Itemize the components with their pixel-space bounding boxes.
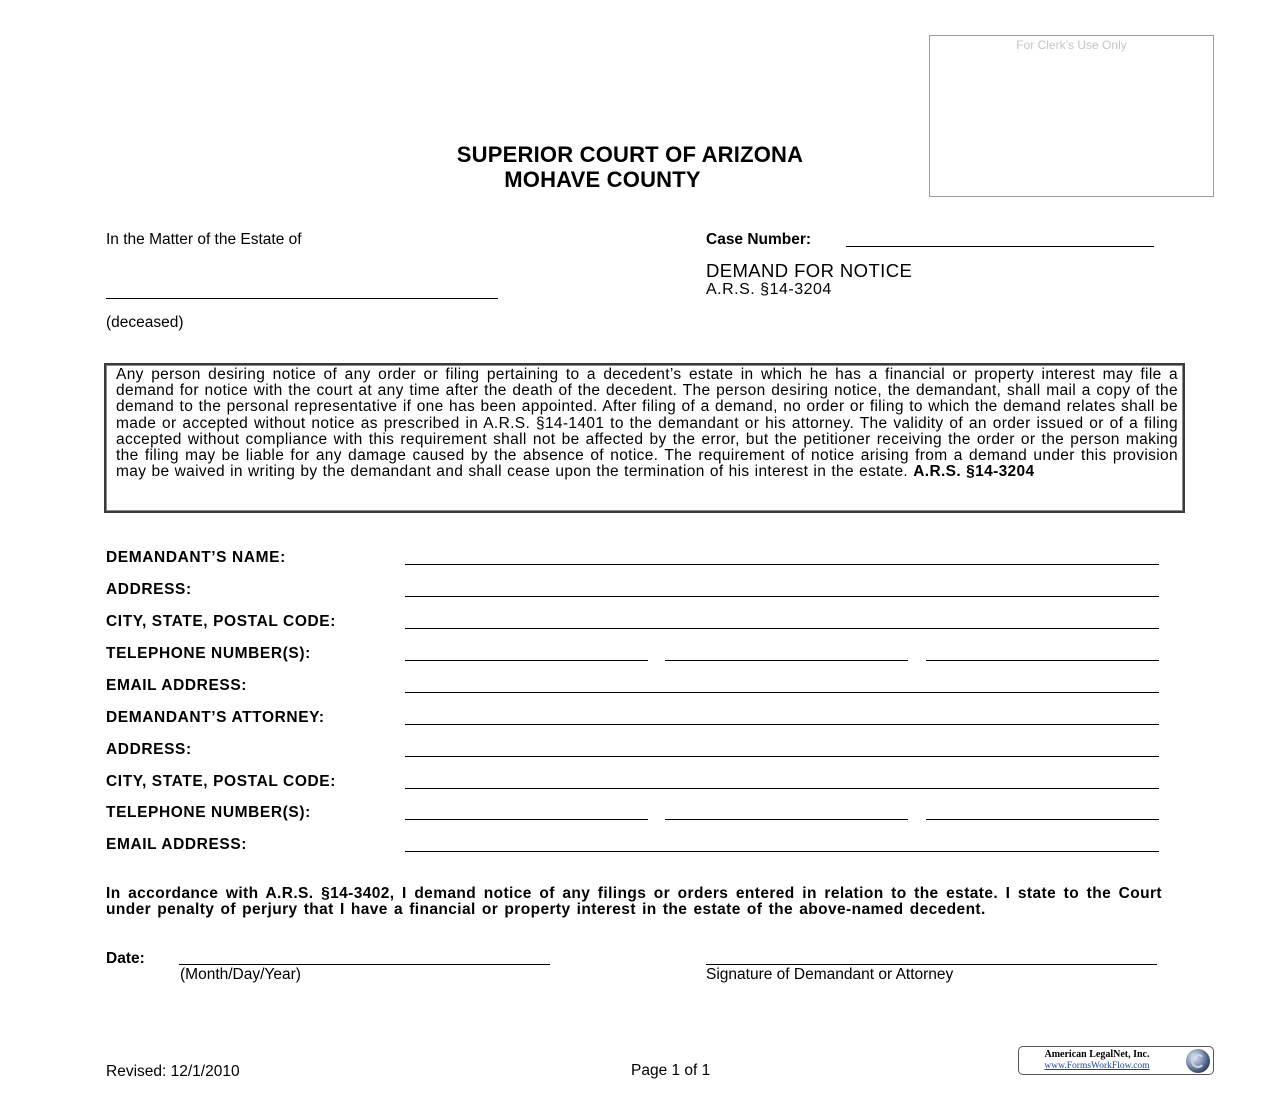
county-name: MOHAVE COUNTY bbox=[504, 167, 701, 192]
demandant-city-field[interactable] bbox=[405, 628, 1159, 629]
case-number-label: Case Number: bbox=[706, 231, 812, 248]
date-format-hint: (Month/Day/Year) bbox=[180, 966, 301, 983]
signature-field[interactable] bbox=[706, 964, 1157, 965]
attorney-address-label: ADDRESS: bbox=[106, 741, 192, 758]
attorney-telephone-label: TELEPHONE NUMBER(S): bbox=[106, 804, 311, 821]
attorney-address-field[interactable] bbox=[405, 756, 1159, 757]
statute-notice-text bbox=[116, 367, 1178, 480]
attorney-city-label: CITY, STATE, POSTAL CODE: bbox=[106, 773, 337, 790]
demandant-telephone-field-2[interactable] bbox=[665, 660, 908, 661]
estate-matter-label: In the Matter of the Estate of bbox=[106, 231, 302, 248]
statute-notice-box bbox=[104, 363, 1185, 513]
attorney-name-field[interactable] bbox=[405, 724, 1159, 725]
declaration-paragraph: In accordance with A.R.S. §14-3402, I demand notice of any filings or orders entered in relation to the estate. I state to the Court under penalty of perjury that I have a financial or property interest in the estate of the above-named decedent. bbox=[106, 885, 1162, 918]
demandant-city-label: CITY, STATE, POSTAL CODE: bbox=[106, 613, 337, 630]
deceased-label: (deceased) bbox=[106, 314, 184, 331]
decedent-name-line[interactable] bbox=[106, 298, 498, 299]
attorney-email-label: EMAIL ADDRESS: bbox=[106, 836, 248, 853]
demandant-address-label: ADDRESS: bbox=[106, 581, 192, 598]
date-field[interactable] bbox=[179, 964, 550, 965]
attorney-telephone-field-3[interactable] bbox=[926, 819, 1159, 820]
notice-citation: A.R.S. §14-3204 bbox=[913, 463, 1035, 481]
notice-body: Any person desiring notice of any order or filing pertaining to a decedent’s estate in which he has a financial or property interest may file a demand for notice with the court at any time after the death of the decedent. The person desiring notice, the demandant, shall mail a copy of the demand to the personal representative if one has been appointed. After filing of a demand, no order or filing to which the demand relates shall be made or accepted without notice as prescribed in A.R.S. §14-1401 to the demandant or his attorney. The validity of an order issued or of a filing accepted without compliance with this requirement shall not be affected by the error, but the petitioner receiving the order or the person making the filing may be liable for any damage caused by the absence of notice. The requirement of notice arising from a demand under this provision may be waived in writing by the demandant and shall cease upon the termination of his interest in the estate. bbox=[116, 366, 1178, 481]
attorney-telephone-field-1[interactable] bbox=[405, 819, 648, 820]
demandant-name-label: DEMANDANT’S NAME: bbox=[106, 549, 286, 566]
case-number-line[interactable] bbox=[846, 231, 1154, 247]
publisher-logo[interactable] bbox=[1018, 1046, 1214, 1075]
demandant-email-label: EMAIL ADDRESS: bbox=[106, 677, 248, 694]
attorney-email-field[interactable] bbox=[405, 851, 1159, 852]
revised-date: Revised: 12/1/2010 bbox=[106, 1063, 240, 1080]
demandant-telephone-field-3[interactable] bbox=[926, 660, 1159, 661]
signature-label: Signature of Demandant or Attorney bbox=[706, 966, 954, 983]
statute-reference: A.R.S. §14-3204 bbox=[706, 281, 832, 298]
demandant-telephone-field-1[interactable] bbox=[405, 660, 648, 661]
clerk-use-label: For Clerk’s Use Only bbox=[1016, 38, 1127, 52]
attorney-name-label: DEMANDANT’S ATTORNEY: bbox=[106, 709, 325, 726]
publisher-url[interactable]: www.FormsWorkFlow.com bbox=[1044, 1061, 1150, 1071]
publisher-name: American LegalNet, Inc. bbox=[1044, 1049, 1150, 1060]
date-label: Date: bbox=[106, 950, 145, 967]
court-title bbox=[360, 142, 900, 192]
globe-icon bbox=[1186, 1049, 1210, 1073]
demandant-telephone-label: TELEPHONE NUMBER(S): bbox=[106, 645, 311, 662]
demandant-email-field[interactable] bbox=[405, 692, 1159, 693]
page-number: Page 1 of 1 bbox=[631, 1062, 711, 1079]
attorney-city-field[interactable] bbox=[405, 788, 1159, 789]
court-name: SUPERIOR COURT OF ARIZONA bbox=[456, 142, 804, 167]
demandant-address-field[interactable] bbox=[405, 596, 1159, 597]
attorney-telephone-field-2[interactable] bbox=[665, 819, 908, 820]
document-title: DEMAND FOR NOTICE bbox=[706, 260, 913, 281]
demandant-name-field[interactable] bbox=[405, 564, 1159, 565]
clerk-use-box bbox=[929, 35, 1214, 197]
